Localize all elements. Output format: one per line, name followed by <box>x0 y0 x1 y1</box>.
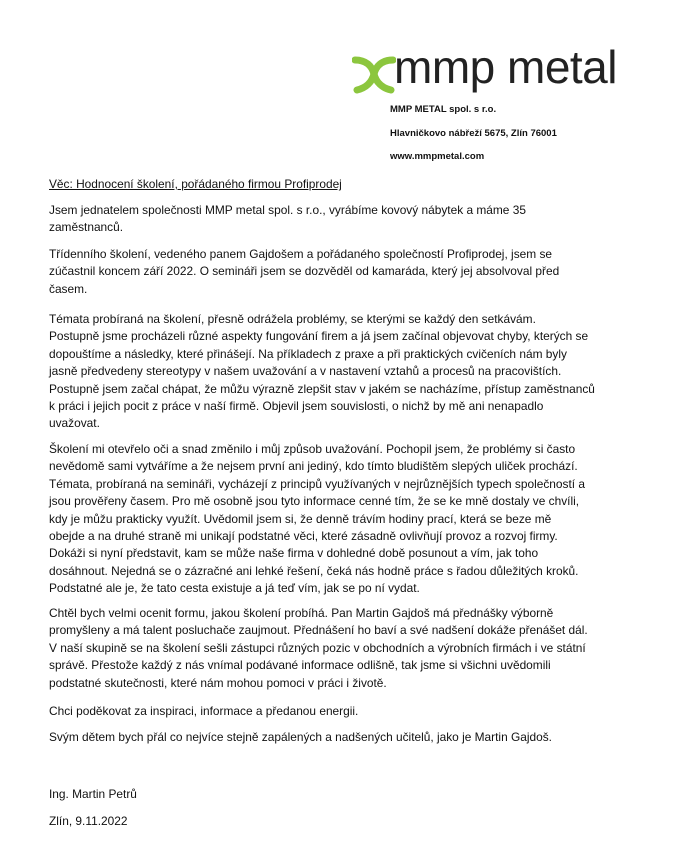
paragraph-line: Chci poděkovat za inspiraci, informace a předanou energii. <box>49 704 359 718</box>
paragraph-line: zaměstnanců. <box>49 220 124 235</box>
paragraph-line: Témata probíraná na školení, přesně odrážela problémy, se kterými se každý den setkávám. <box>49 312 536 326</box>
paragraph-7 <box>49 729 552 746</box>
letter-subject: Věc: Hodnocení školení, pořádaného firmou Profiprodej <box>49 177 342 191</box>
paragraph-line: nevědomě sami vytváříme a že nejsem první ani jediný, kdo tímto bludištěm slepých uliček prochází. <box>49 459 578 474</box>
logo-mark-icon <box>352 52 396 96</box>
paragraph-line: Dokáži si nyní představit, kam se může naše firma v dohledné době posunout a vím, jak toho <box>49 546 539 561</box>
paragraph-line: zúčastnil koncem září 2022. O semináři jsem se dozvěděl od kamaráda, který jej absolvoval před <box>49 264 560 279</box>
paragraph-line: dosáhnout. Nejedná se o zázračné ani lehké řešení, čeká nás hodně práce s řadou důležitých kroků. <box>49 563 579 578</box>
logo-text: mmp metal <box>394 41 617 93</box>
paragraph-line: jsou prověřeny časem. Pro mě osobně jsou tyto informace cenné tím, že se ke mně dostaly ve chvíli, <box>49 494 580 509</box>
paragraph-line: k práci i jejich pocit z práce v naší firmě. Objevil jsem souvislosti, o nichž by mě ani nenapadlo <box>49 399 544 414</box>
paragraph-3 <box>49 311 595 433</box>
paragraph-line: Témata, probíraná na semináři, vycházejí z principů využívaných v nejrůznějších typech společností a <box>49 476 586 491</box>
signature-name: Ing. Martin Petrů <box>49 787 137 801</box>
paragraph-line: Školení mi otevřelo oči a snad změnilo i můj způsob uvažování. Pochopil jsem, že problémy si často <box>49 442 576 456</box>
company-logo <box>352 41 642 98</box>
paragraph-line: Postupně jsme procházeli různé aspekty fungování firem a já jsem začínal objevovat chyby, kterých se <box>49 329 589 344</box>
paragraph-6 <box>49 703 358 720</box>
paragraph-5 <box>49 605 588 692</box>
paragraph-line: podstatné skutečnosti, které nám mohou pomoci v práci i životě. <box>49 675 387 690</box>
paragraph-line: uvažovat. <box>49 416 100 431</box>
paragraph-line: Chtěl bych velmi ocenit formu, jakou školení probíhá. Pan Martin Gajdoš má přednášky výborně <box>49 606 554 620</box>
paragraph-line: správě. Přestože každý z nás vnímal podávané informace odlišně, tak jsme si všichni uvědomili <box>49 658 551 673</box>
paragraph-line: Podstatné ale je, že tato cesta existuje a já teď vím, jak se po ní vydat. <box>49 581 420 596</box>
signature-place-date: Zlín, 9.11.2022 <box>49 814 128 828</box>
paragraph-line: jasně předvedeny stereotypy v našem uvažování a v nastavení vztahů a procesů na pracovištích. <box>49 364 562 379</box>
company-website: www.mmpmetal.com <box>390 151 485 162</box>
paragraph-line: dopouštíme a následky, které přinášejí. Na příkladech z praxe a při praktických cvičeních nám byly <box>49 346 567 361</box>
paragraph-line: Postupně jsem začal chápat, že můžu výrazně zlepšit stav v jakém se nacházíme, přístup zaměstnanců <box>49 381 595 396</box>
paragraph-line: Jsem jednatelem společnosti MMP metal spol. s r.o., vyrábíme kovový nábytek a máme 35 <box>49 203 526 217</box>
paragraph-line: kdy je můžu prakticky využít. Uvědomil jsem si, že denně trávím hodiny prací, která se beze mě <box>49 511 552 526</box>
paragraph-line: Třídenního školení, vedeného panem Gajdošem a pořádaného společností Profiprodej, jsem se <box>49 247 553 261</box>
paragraph-line: Svým dětem bych přál co nejvíce stejně zapálených a nadšených učitelů, jako je Martin Gajdoš. <box>49 730 552 744</box>
paragraph-line: V naší skupině se na školení sešli zástupci různých pozic v obchodních a výrobních firmách i ve státní <box>49 640 586 655</box>
paragraph-line: obejde a na druhé straně mi unikají podstatné věci, které zásadně ovlivňují provoz a rozvoj firmy. <box>49 529 558 544</box>
company-name: MMP METAL spol. s r.o. <box>390 104 497 115</box>
paragraph-line: časem. <box>49 281 88 296</box>
paragraph-2 <box>49 246 559 298</box>
company-address: Hlavničkovo nábřeží 5675, Zlín 76001 <box>390 128 557 139</box>
paragraph-line: promyšleny a má talent posluchače zaujmout. Přednášení ho baví a své nadšení dokáže přenášet dál. <box>49 623 588 638</box>
paragraph-1 <box>49 202 526 237</box>
paragraph-4 <box>49 441 585 598</box>
